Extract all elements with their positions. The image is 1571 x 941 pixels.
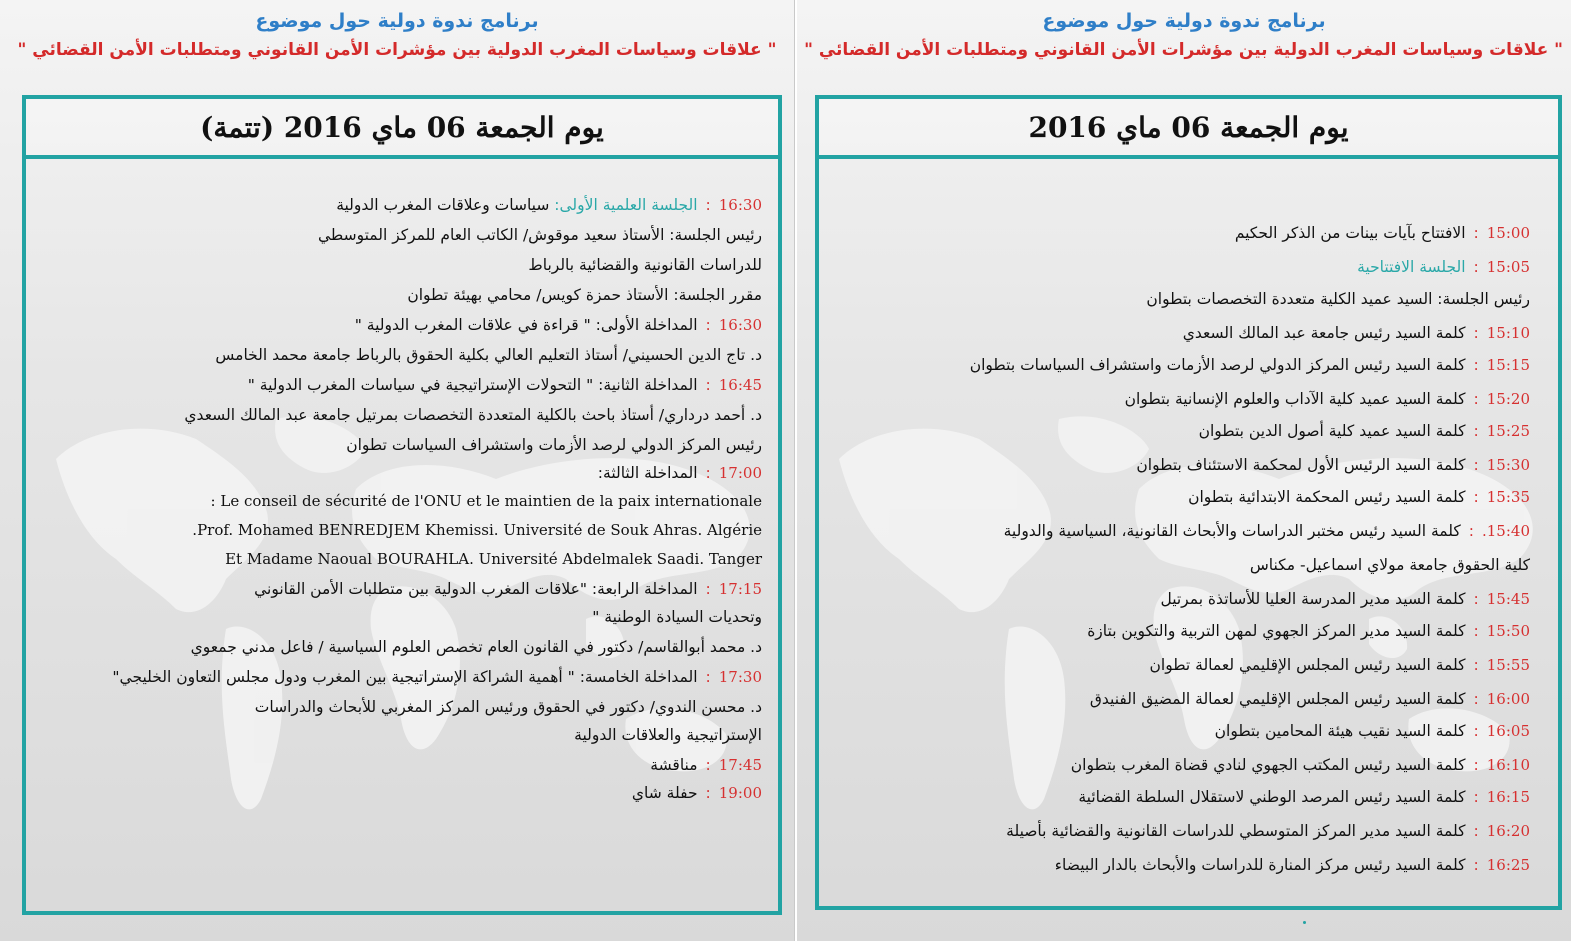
schedule-entry — [355, 315, 762, 335]
schedule-entry — [970, 355, 1530, 375]
schedule-entry — [1136, 455, 1530, 475]
entry-time: 16:45 — [718, 376, 762, 394]
program-subtitle: " علاقات وسياسات المغرب الدولية بين مؤشرات الأمن القانوني ومتطلبات الأمن القضائي " — [17, 40, 777, 60]
entry-time: 15:45 — [1486, 590, 1530, 608]
entry-text: كلمة السيد رئيس جامعة عبد المالك السعدي — [1182, 324, 1466, 342]
entry-text: كلمة السيد رئيس المجلس الإقليمي لعمالة تطوان — [1149, 656, 1466, 674]
entry-text: المداخلة الرابعة: "علاقات المغرب الدولية بين متطلبات الأمن القانوني — [254, 580, 698, 598]
schedule-entry — [1250, 555, 1530, 575]
entry-text: د. أحمد درداري/ أستاذ باحث بالكلية المتعددة التخصصات بمرتيل جامعة عبد المالك السعدي — [184, 406, 762, 424]
entry-separator: : — [705, 580, 711, 598]
schedule-entry — [192, 520, 762, 540]
schedule-entry — [1357, 257, 1530, 277]
entry-time: 15:00 — [1486, 224, 1530, 242]
schedule-entry — [1055, 855, 1530, 875]
schedule-entry — [1125, 389, 1530, 409]
schedule-entry — [1160, 589, 1530, 609]
entry-separator: : — [705, 376, 711, 394]
schedule-entry — [1215, 721, 1530, 741]
entry-text: رئيس المركز الدولي لرصد الأزمات واستشراف السياسات تطوان — [346, 436, 762, 454]
decorative-dot — [1303, 921, 1306, 924]
entry-text: للدراسات القانونية والقضائية بالرباط — [528, 256, 762, 274]
entry-time: 19:00 — [718, 784, 762, 802]
session-label: الجلسة العلمية الأولى: — [554, 196, 698, 214]
entry-time: 16:20 — [1486, 822, 1530, 840]
entry-separator: : — [705, 784, 711, 802]
schedule-entry — [1006, 821, 1530, 841]
entry-time: 17:45 — [718, 756, 762, 774]
program-title: برنامج ندوة دولية حول موضوع — [1042, 10, 1326, 32]
entry-separator: : — [1473, 258, 1479, 276]
entry-separator: : — [1473, 690, 1479, 708]
schedule-entry — [1235, 223, 1530, 243]
entry-separator: : — [1473, 590, 1479, 608]
schedule-entry — [528, 255, 762, 275]
entry-text: مقرر الجلسة: الأستاذ حمزة كويس/ محامي بهيئة تطوان — [407, 286, 762, 304]
entry-time: 15:35 — [1486, 488, 1530, 506]
entry-text: الافتتاح بآيات بينات من الذكر الحكيم — [1234, 224, 1466, 242]
schedule-entry — [1090, 689, 1530, 709]
schedule-entry — [254, 579, 762, 599]
schedule-entry — [336, 195, 762, 215]
entry-time: 16:30 — [718, 316, 762, 334]
entry-separator: : — [705, 196, 711, 214]
entry-text: Prof. Mohamed BENREDJEM Khemissi. Université de Souk Ahras. Algérie. — [192, 521, 762, 539]
entry-time: 15:55 — [1486, 656, 1530, 674]
entry-time: 16:10 — [1486, 756, 1530, 774]
entry-text: مناقشة — [650, 756, 698, 774]
schedule-entry — [1078, 787, 1530, 807]
entry-text: الإستراتيجية والعلاقات الدولية — [574, 726, 762, 744]
schedule-entry — [318, 225, 762, 245]
entry-separator: : — [1473, 822, 1479, 840]
entry-time: 17:30 — [718, 668, 762, 686]
entry-separator: : — [1473, 324, 1479, 342]
right-page — [797, 0, 1571, 941]
entry-text: كلية الحقوق جامعة مولاي اسماعيل- مكناس — [1249, 556, 1530, 574]
program-frame — [815, 95, 1562, 910]
entry-separator: : — [705, 316, 711, 334]
program-title: برنامج ندوة دولية حول موضوع — [255, 10, 539, 32]
entry-text: كلمة السيد مدير المركز المتوسطي للدراسات القانونية والقضائية بأصيلة — [1006, 822, 1466, 840]
entry-text: كلمة السيد الرئيس الأول لمحكمة الاستئناف بتطوان — [1136, 456, 1466, 474]
schedule-entry — [1188, 487, 1530, 507]
entry-time: 16:00 — [1486, 690, 1530, 708]
entry-text: كلمة السيد عميد كلية الآداب والعلوم الإنسانية بتطوان — [1124, 390, 1466, 408]
day-heading: يوم الجمعة 06 ماي 2016 — [1028, 110, 1349, 144]
entry-separator: : — [1473, 656, 1479, 674]
entry-time: 15:10 — [1486, 324, 1530, 342]
schedule-entry — [1087, 621, 1530, 641]
session-label: الجلسة الافتتاحية — [1357, 258, 1466, 276]
entry-text: د. تاج الدين الحسيني/ أستاذ التعليم العالي بكلية الحقوق بالرباط جامعة محمد الخامس — [215, 346, 762, 364]
schedule-entry — [1199, 421, 1530, 441]
entry-text: وتحديات السيادة الوطنية " — [592, 608, 762, 626]
right-schedule — [819, 99, 1558, 906]
entry-time: 15:40. — [1481, 522, 1530, 540]
entry-separator: : — [1473, 622, 1479, 640]
schedule-entry — [184, 405, 762, 425]
entry-separator: : — [1468, 522, 1474, 540]
program-frame — [22, 95, 782, 915]
entry-text: المداخلة الثانية: " التحولات الإستراتيجية في سياسات المغرب الدولية " — [247, 376, 698, 394]
schedule-entry — [598, 463, 762, 483]
entry-time: 17:00 — [718, 464, 762, 482]
entry-text: Et Madame Naoual BOURAHLA. Université Abdelmalek Saadi. Tanger — [225, 550, 762, 568]
left-schedule — [26, 99, 778, 911]
entry-time: 15:15 — [1486, 356, 1530, 374]
entry-time: 15:20 — [1486, 390, 1530, 408]
schedule-entry — [1004, 521, 1530, 541]
entry-time: 16:25 — [1486, 856, 1530, 874]
schedule-entry — [650, 755, 762, 775]
entry-separator: : — [1473, 390, 1479, 408]
schedule-entry — [574, 725, 762, 745]
schedule-entry — [255, 697, 762, 717]
day-heading: يوم الجمعة 06 ماي 2016 (تتمة) — [200, 110, 604, 144]
entry-text: كلمة السيد نقيب هيئة المحامين بتطوان — [1214, 722, 1466, 740]
entry-separator: : — [1473, 422, 1479, 440]
entry-time: 15:25 — [1486, 422, 1530, 440]
entry-text: كلمة السيد رئيس المكتب الجهوي لنادي قضاة المغرب بتطوان — [1070, 756, 1466, 774]
schedule-entry — [215, 345, 762, 365]
entry-time: 15:50 — [1486, 622, 1530, 640]
entry-time: 16:05 — [1486, 722, 1530, 740]
schedule-entry — [346, 435, 762, 455]
entry-time: 17:15 — [718, 580, 762, 598]
entry-time: 16:15 — [1486, 788, 1530, 806]
schedule-entry — [632, 783, 762, 803]
entry-text: رئيس الجلسة: الأستاذ سعيد موقوش/ الكاتب العام للمركز المتوسطي — [317, 226, 762, 244]
entry-text: كلمة السيد رئيس المجلس الإقليمي لعمالة المضيق الفنيدق — [1089, 690, 1466, 708]
schedule-entry — [225, 549, 762, 569]
entry-separator: : — [1473, 224, 1479, 242]
entry-text: كلمة السيد رئيس المركز الدولي لرصد الأزمات واستشراف السياسات بتطوان — [969, 356, 1466, 374]
entry-text: حفلة شاي — [631, 784, 698, 802]
schedule-entry — [1146, 289, 1530, 309]
entry-text: كلمة السيد عميد كلية أصول الدين بتطوان — [1198, 422, 1466, 440]
entry-text: كلمة السيد مدير المدرسة العليا للأساتذة بمرتيل — [1160, 590, 1466, 608]
entry-text: كلمة السيد رئيس المحكمة الابتدائية بتطوان — [1188, 488, 1466, 506]
entry-text: المداخلة الثالثة: — [597, 464, 698, 482]
entry-text: د. محمد أبوالقاسم/ دكتور في القانون العام تخصص العلوم السياسية / فاعل مدني جمعوي — [190, 638, 762, 656]
entry-text: كلمة السيد رئيس المرصد الوطني لاستقلال السلطة القضائية — [1078, 788, 1466, 806]
schedule-entry — [1150, 655, 1531, 675]
entry-separator: : — [1473, 756, 1479, 774]
entry-separator: : — [705, 668, 711, 686]
entry-separator: : — [705, 756, 711, 774]
entry-text: د. محسن الندوي/ دكتور في الحقوق ورئيس المركز المغربي للأبحاث والدراسات — [254, 698, 762, 716]
entry-separator: : — [1473, 456, 1479, 474]
schedule-entry — [211, 491, 762, 511]
entry-text: رئيس الجلسة: السيد عميد الكلية متعددة التخصصات بتطوان — [1146, 290, 1530, 308]
entry-separator: : — [705, 464, 711, 482]
entry-text: سياسات وعلاقات المغرب الدولية — [336, 196, 550, 214]
schedule-entry — [1071, 755, 1530, 775]
entry-text: كلمة السيد رئيس مركز المنارة للدراسات والأبحاث بالدار البيضاء — [1054, 856, 1466, 874]
entry-separator: : — [1473, 722, 1479, 740]
schedule-entry — [248, 375, 762, 395]
schedule-entry — [1183, 323, 1530, 343]
entry-separator: : — [1473, 356, 1479, 374]
entry-text: Le conseil de sécurité de l'ONU et le maintien de la paix internationale : — [210, 492, 762, 510]
schedule-entry — [191, 637, 762, 657]
schedule-entry — [112, 667, 762, 687]
entry-time: 15:05 — [1486, 258, 1530, 276]
entry-separator: : — [1473, 488, 1479, 506]
schedule-entry — [407, 285, 762, 305]
entry-text: كلمة السيد مدير المركز الجهوي لمهن التربية والتكوين بتازة — [1087, 622, 1466, 640]
entry-separator: : — [1473, 788, 1479, 806]
entry-time: 16:30 — [718, 196, 762, 214]
entry-time: 15:30 — [1486, 456, 1530, 474]
entry-separator: : — [1473, 856, 1479, 874]
entry-text: كلمة السيد رئيس مختبر الدراسات والأبحاث القانونية، السياسية والدولية — [1003, 522, 1461, 540]
entry-text: المداخلة الخامسة: " أهمية الشراكة الإستراتيجية بين المغرب ودول مجلس التعاون الخليجي" — [112, 668, 698, 686]
entry-text: المداخلة الأولى: " قراءة في علاقات المغرب الدولية " — [354, 316, 698, 334]
program-subtitle: " علاقات وسياسات المغرب الدولية بين مؤشرات الأمن القانوني ومتطلبات الأمن القضائي " — [804, 40, 1563, 60]
schedule-entry — [592, 607, 762, 627]
